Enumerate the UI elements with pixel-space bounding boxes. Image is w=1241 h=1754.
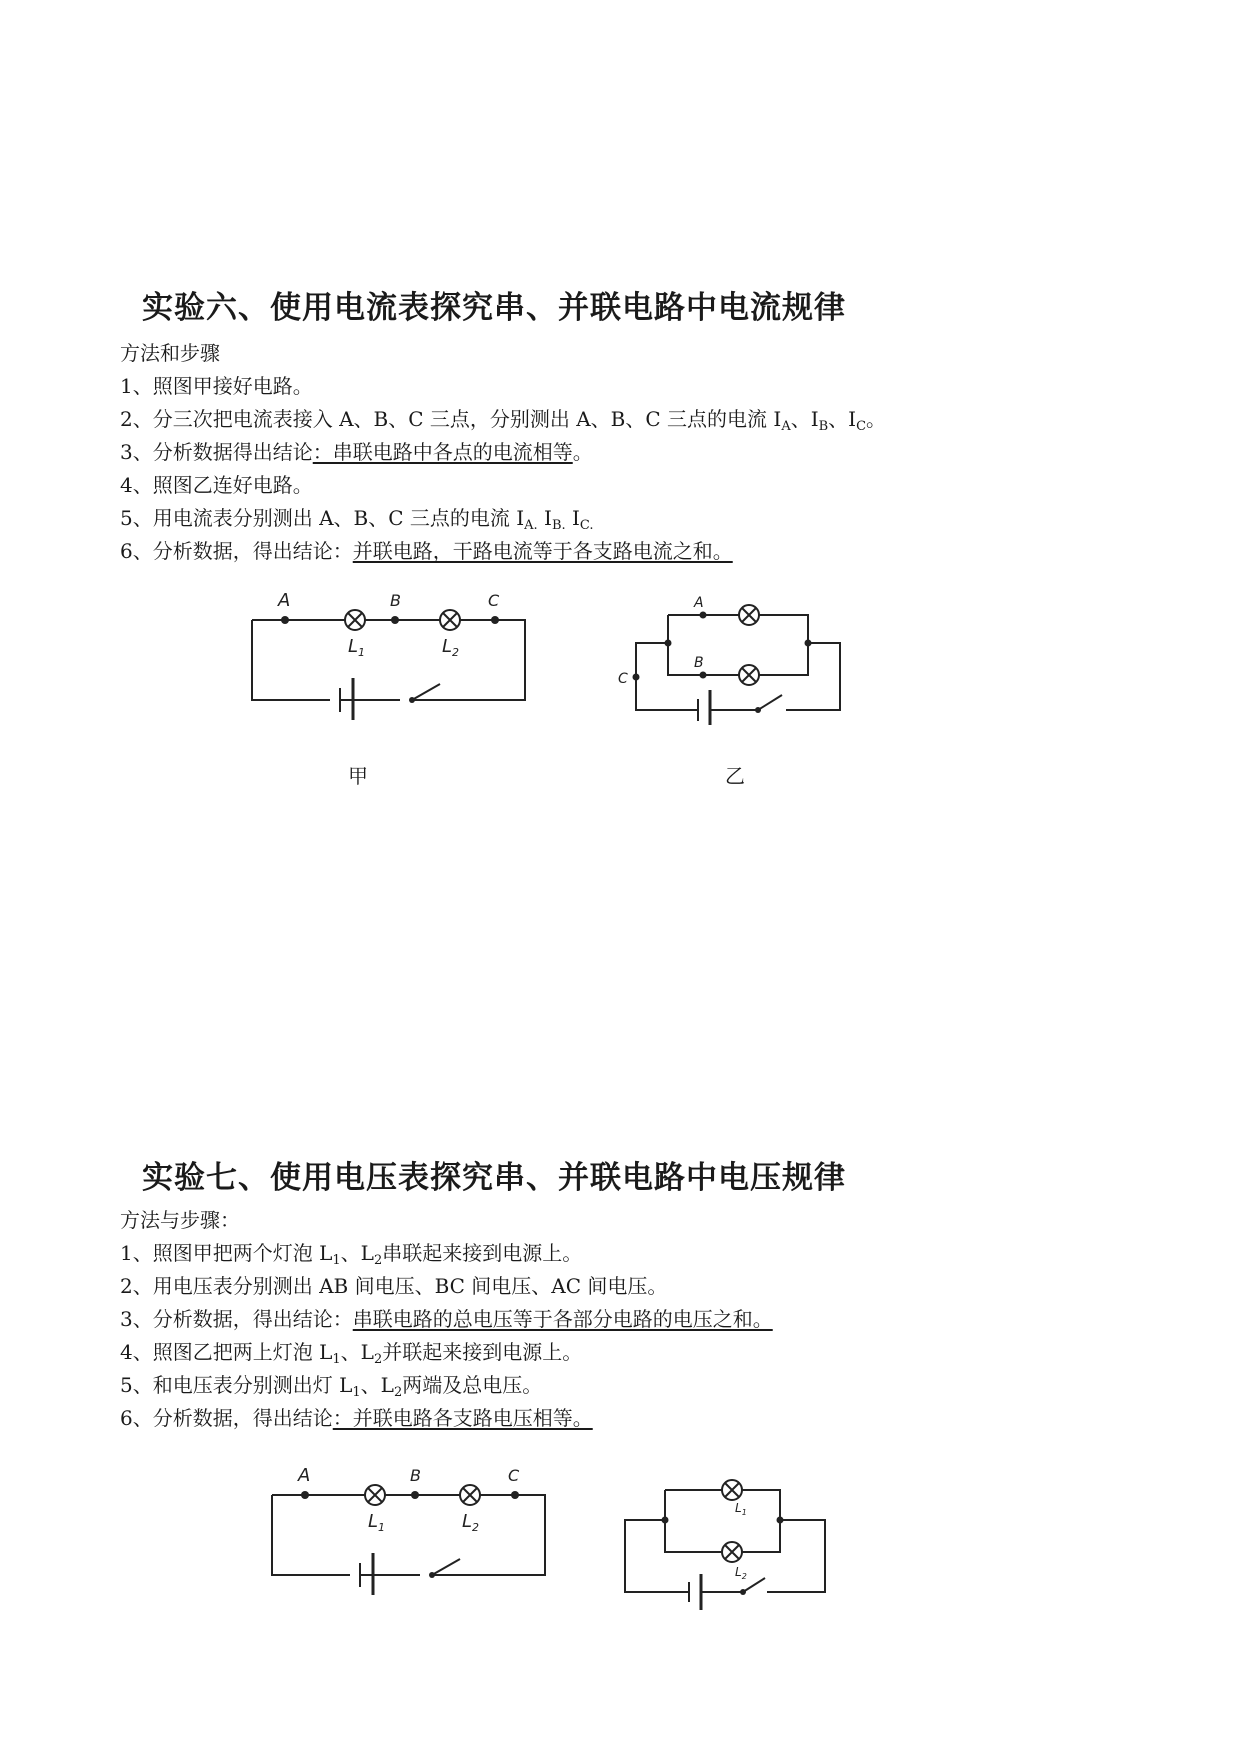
exp7-step-5: 5、和电压表分别测出灯 $L_1$、$L_2$两端及总电压。: [120, 1373, 543, 1400]
exp6-step-3: 3、分析数据得出结论：串联电路中各点的电流相等。: [120, 440, 593, 464]
label-c: C: [508, 1466, 520, 1485]
exp7-step-2: 2、用电压表分别测出 AB 间电压、BC 间电压、AC 间电压。: [120, 1274, 668, 1298]
exp6-step-4: 4、照图乙连好电路。: [120, 473, 313, 497]
label-l1: $L_1$: [735, 1501, 747, 1517]
label-a: A: [298, 1465, 311, 1486]
exp7-conclusion-parallel: ：并联电路各支路电压相等。: [332, 1406, 593, 1430]
label-b: B: [410, 1466, 421, 1485]
exp7-step-1: 1、照图甲把两个灯泡 $L_1$、$L_2$串联起来接到电源上。: [120, 1241, 583, 1268]
exp7-parallel-circuit-diagram: [615, 1462, 835, 1612]
label-a: A: [278, 590, 291, 611]
exp6-step-5: 5、用电流表分别测出 A、B、C 三点的电流 $I_{A.}$ $I_{B.}$ $I_{C.}$: [120, 506, 594, 533]
exp7-step-6: 6、分析数据，得出结论：并联电路各支路电压相等。: [120, 1406, 593, 1430]
label-l2: $L_2$: [735, 1565, 747, 1581]
label-l1: $L_1$: [368, 1511, 386, 1534]
exp7-method-heading: 方法与步骤：: [120, 1208, 240, 1232]
exp7-series-circuit-diagram: [260, 1455, 560, 1595]
caption-jia: 甲: [348, 764, 368, 788]
label-c: C: [618, 671, 628, 687]
exp7-conclusion-series: 串联电路的总电压等于各部分电路的电压之和。: [352, 1307, 773, 1331]
exp6-step-6: 6、分析数据，得出结论：并联电路，干路电流等于各支路电流之和。: [120, 539, 733, 563]
exp6-step-2: 2、分三次把电流表接入 A、B、C 三点，分别测出 A、B、C 三点的电流 $I_A$、$I_B$、$I_C$。: [120, 407, 887, 434]
caption-yi: 乙: [725, 764, 745, 788]
label-c: C: [488, 591, 500, 610]
experiment-7-title: 实验七、使用电压表探究串、并联电路中电压规律: [142, 1160, 846, 1196]
label-b: B: [390, 591, 401, 610]
exp6-parallel-circuit-diagram: [608, 585, 868, 725]
exp6-method-heading: 方法和步骤: [120, 341, 220, 365]
exp6-series-circuit-diagram: [240, 580, 540, 720]
exp6-conclusion-parallel: 并联电路，干路电流等于各支路电流之和。: [352, 539, 733, 563]
label-b: B: [694, 655, 704, 671]
exp7-step-4: 4、照图乙把两上灯泡 $L_1$、$L_2$并联起来接到电源上。: [120, 1340, 583, 1367]
exp6-conclusion-series: ：串联电路中各点的电流相等: [312, 440, 573, 464]
experiment-6-title: 实验六、使用电流表探究串、并联电路中电流规律: [142, 290, 846, 326]
label-l1: $L_1$: [348, 636, 366, 659]
label-l2: $L_2$: [442, 636, 460, 659]
exp7-step-3: 3、分析数据，得出结论：串联电路的总电压等于各部分电路的电压之和。: [120, 1307, 773, 1331]
label-l2: $L_2$: [462, 1511, 480, 1534]
label-a: A: [694, 595, 704, 611]
exp6-step-1: 1、照图甲接好电路。: [120, 374, 313, 398]
